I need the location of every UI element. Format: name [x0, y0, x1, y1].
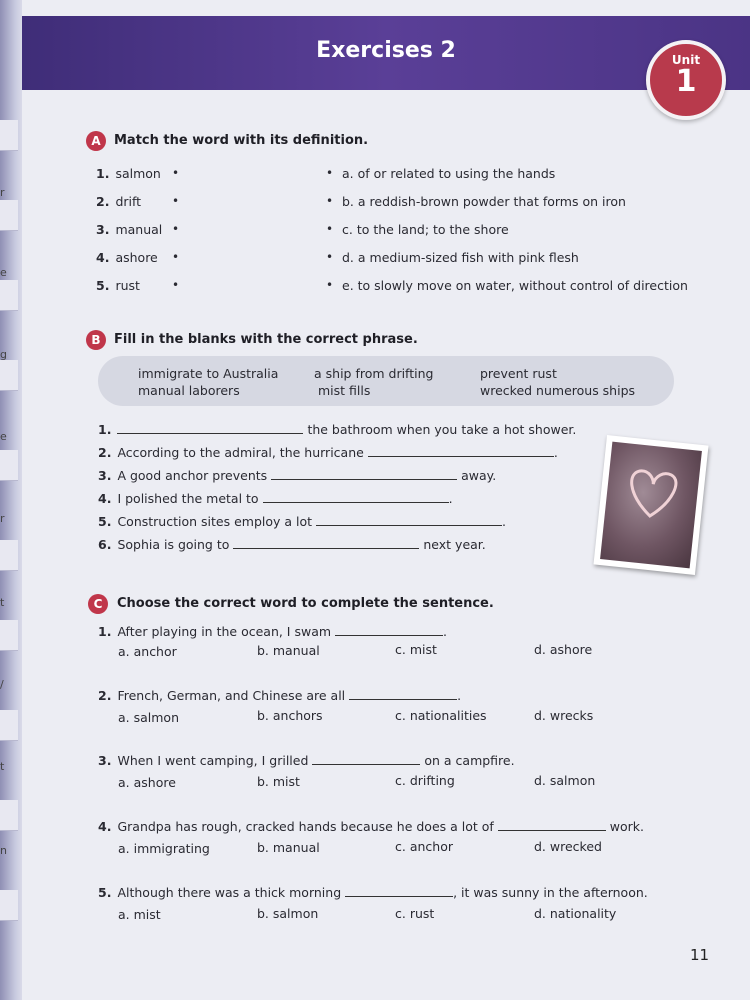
question-stem: 2. French, German, and Chinese are all . [98, 688, 462, 703]
fill-sentence: 4. I polished the metal to . [98, 491, 453, 506]
answer-option[interactable]: c. mist [395, 642, 437, 657]
margin-char: t [0, 760, 5, 773]
page-edge-slice [0, 890, 18, 921]
match-dot[interactable]: • [172, 278, 180, 292]
fill-sentence: 5. Construction sites employ a lot . [98, 514, 506, 529]
margin-char: r [0, 512, 5, 525]
match-word: 2. drift [96, 194, 142, 209]
answer-option[interactable]: a. ashore [118, 775, 176, 790]
heart-window-photo [593, 435, 708, 575]
match-dot[interactable]: • [326, 194, 334, 208]
margin-char: e [0, 266, 7, 279]
answer-option[interactable]: d. nationality [534, 906, 617, 921]
match-definition: b. a reddish-brown powder that forms on iron [342, 194, 626, 209]
match-word: 1. salmon [96, 166, 161, 181]
match-dot[interactable]: • [172, 194, 180, 208]
section-b-marker: B [86, 330, 106, 350]
margin-char: t [0, 596, 5, 609]
match-dot[interactable]: • [326, 250, 334, 264]
page-edge-slice [0, 540, 18, 571]
answer-option[interactable]: d. wrecked [534, 839, 602, 854]
answer-option[interactable]: c. nationalities [395, 708, 487, 723]
answer-option[interactable]: d. wrecks [534, 708, 594, 723]
phrase-option: wrecked numerous ships [480, 383, 636, 398]
phrase-option: a ship from drifting [314, 366, 434, 381]
answer-option[interactable]: a. mist [118, 907, 161, 922]
answer-option[interactable]: a. anchor [118, 644, 177, 659]
answer-option[interactable]: b. manual [257, 840, 320, 855]
answer-option[interactable]: d. ashore [534, 642, 593, 657]
answer-blank[interactable] [498, 819, 606, 831]
photo-image [600, 442, 702, 569]
adjacent-page-strip [0, 120, 18, 980]
answer-blank[interactable] [345, 885, 453, 897]
phrase-option: prevent rust [480, 366, 557, 381]
answer-option[interactable]: b. salmon [257, 906, 319, 921]
page-number: 11 [690, 946, 710, 964]
section-b-title: Fill in the blanks with the correct phrase. [114, 332, 418, 347]
fill-sentence: 2. According to the admiral, the hurricane . [98, 445, 558, 460]
page-edge-slice [0, 800, 18, 831]
section-a-marker: A [86, 131, 106, 151]
fill-sentence: 6. Sophia is going to next year. [98, 537, 486, 552]
section-c-marker: C [88, 594, 108, 614]
fill-sentence: 1. the bathroom when you take a hot shower. [98, 422, 577, 437]
unit-number: 1 [675, 64, 697, 99]
phrase-option: mist fills [318, 383, 371, 398]
answer-option[interactable]: c. drifting [395, 773, 455, 788]
unit-label: Unit [671, 53, 701, 67]
margin-char: r [0, 186, 5, 199]
answer-blank[interactable] [263, 491, 449, 503]
page-edge-slice [0, 360, 18, 391]
answer-blank[interactable] [271, 468, 457, 480]
answer-option[interactable]: b. anchors [257, 708, 323, 723]
answer-blank[interactable] [312, 753, 420, 765]
page-edge-slice [0, 620, 18, 651]
section-c-title: Choose the correct word to complete the sentence. [117, 596, 494, 611]
page-title: Exercises 2 [316, 38, 456, 63]
match-definition: d. a medium-sized fish with pink flesh [342, 250, 579, 265]
heart-drawing-icon [600, 442, 702, 569]
answer-option[interactable]: d. salmon [534, 773, 596, 788]
answer-option[interactable]: a. immigrating [118, 841, 210, 856]
answer-blank[interactable] [349, 688, 457, 700]
answer-option[interactable]: c. rust [395, 906, 435, 921]
margin-char: e [0, 430, 7, 443]
question-stem: 4. Grandpa has rough, cracked hands because he does a lot of work. [98, 819, 645, 834]
answer-option[interactable]: b. mist [257, 774, 300, 789]
answer-blank[interactable] [233, 537, 419, 549]
match-dot[interactable]: • [172, 222, 180, 236]
answer-blank[interactable] [117, 422, 303, 434]
workbook-page [22, 0, 750, 1000]
match-dot[interactable]: • [326, 222, 334, 236]
match-definition: e. to slowly move on water, without control of direction [342, 278, 688, 293]
question-stem: 5. Although there was a thick morning , it was sunny in the afternoon. [98, 885, 648, 900]
section-a-title: Match the word with its definition. [114, 133, 369, 148]
match-dot[interactable]: • [326, 278, 334, 292]
page-edge-slice [0, 120, 18, 151]
match-definition: c. to the land; to the shore [342, 222, 509, 237]
match-definition: a. of or related to using the hands [342, 166, 556, 181]
page-edge-slice [0, 710, 18, 741]
match-word: 3. manual [96, 222, 163, 237]
page-edge-slice [0, 450, 18, 481]
match-dot[interactable]: • [172, 250, 180, 264]
question-stem: 1. After playing in the ocean, I swam . [98, 624, 448, 639]
question-stem: 3. When I went camping, I grilled on a campfire. [98, 753, 515, 768]
phrase-option: manual laborers [138, 383, 240, 398]
margin-char: / [0, 678, 4, 691]
answer-blank[interactable] [316, 514, 502, 526]
phrase-bank [98, 356, 674, 406]
match-word: 4. ashore [96, 250, 158, 265]
margin-char: n [0, 844, 7, 857]
match-dot[interactable]: • [172, 166, 180, 180]
match-word: 5. rust [96, 278, 140, 293]
answer-option[interactable]: b. manual [257, 643, 320, 658]
header-band [22, 16, 750, 90]
page-edge-slice [0, 280, 18, 311]
answer-blank[interactable] [335, 624, 443, 636]
answer-blank[interactable] [368, 445, 554, 457]
unit-badge [646, 40, 726, 120]
page-edge-slice [0, 200, 18, 231]
match-dot[interactable]: • [326, 166, 334, 180]
answer-option[interactable]: c. anchor [395, 839, 453, 854]
margin-char: g [0, 348, 7, 361]
answer-option[interactable]: a. salmon [118, 710, 179, 725]
phrase-option: immigrate to Australia [138, 366, 279, 381]
fill-sentence: 3. A good anchor prevents away. [98, 468, 497, 483]
